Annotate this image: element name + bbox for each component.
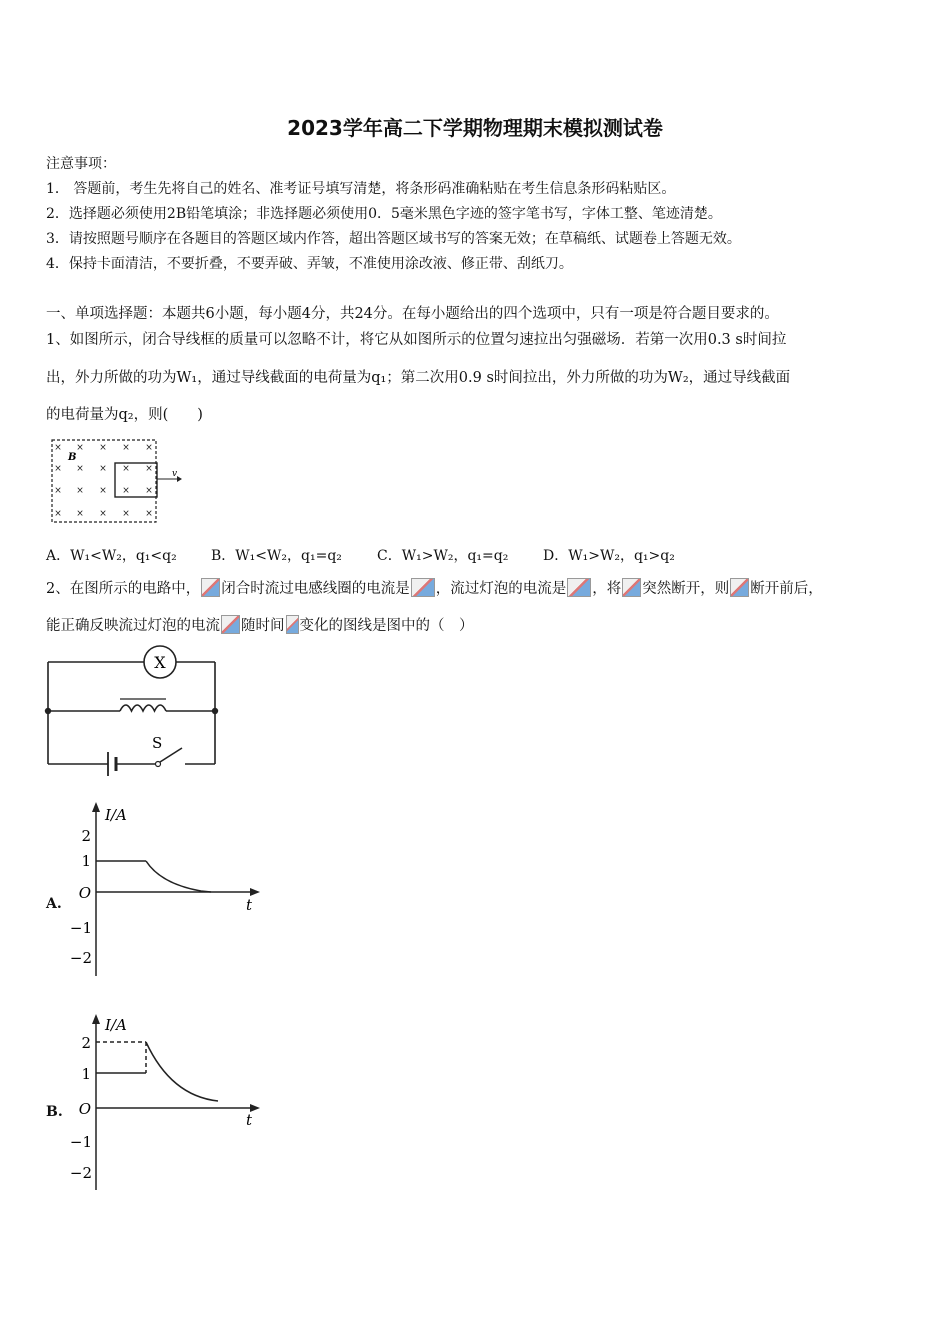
q2-text: 变化的图线是图中的（ ） [299, 618, 474, 634]
q2-text-line2 [46, 614, 474, 635]
svg-text:×: × [145, 509, 153, 519]
broken-image-icon [730, 578, 749, 597]
tick-neg1: −1 [69, 919, 92, 937]
section-heading: 一、单项选择题：本题共6小题，每小题4分，共24分。在每小题给出的四个选项中，只有一项是符合题目要求的。 [46, 306, 779, 322]
q2-text: 闭合时流过电感线圈的电流是 [221, 581, 410, 597]
switch-label: S [152, 734, 163, 752]
svg-text:×: × [145, 486, 153, 496]
q2-text: ，将 [592, 581, 622, 597]
q2-text: 断开前后， [750, 581, 823, 597]
tick-neg2: −2 [69, 1164, 92, 1182]
svg-text:×: × [54, 509, 62, 519]
svg-text:×: × [145, 443, 153, 453]
notice-item: 3．请按照题号顺序在各题目的答题区域内作答，超出答题区域书写的答案无效；在草稿纸、试题卷上答题无效。 [46, 231, 741, 247]
page-title: 2023学年高二下学期物理期末模拟测试卷 [287, 116, 663, 140]
svg-text:×: × [76, 464, 84, 474]
q2-text: 2、在图所示的电路中， [46, 581, 201, 597]
origin-label: O [78, 884, 91, 902]
q1-option-d[interactable]: D．W₁>W₂，q₁>q₂ [543, 548, 675, 564]
tick-2: 2 [81, 827, 91, 845]
graph-a-label[interactable]: A. [46, 896, 62, 912]
broken-image-icon [221, 615, 240, 634]
graph-b-label[interactable]: B. [46, 1104, 63, 1120]
tick-neg1: −1 [69, 1133, 92, 1151]
svg-text:×: × [54, 486, 62, 496]
q2-text: 突然断开，则 [642, 581, 730, 597]
svg-text:×: × [99, 486, 107, 496]
svg-text:×: × [122, 486, 130, 496]
svg-text:×: × [54, 443, 62, 453]
broken-image-icon [201, 578, 220, 597]
notice-heading: 注意事项： [46, 156, 116, 172]
q1-magnetic-field-figure [46, 436, 186, 528]
svg-text:×: × [76, 443, 84, 453]
tick-1: 1 [81, 1065, 91, 1083]
y-axis-label: I/A [105, 806, 127, 824]
velocity-label: v [172, 469, 178, 479]
broken-image-icon [411, 578, 435, 597]
lamp-label: X [154, 653, 166, 672]
q1-text-line3: 的电荷量为q₂，则( ) [46, 407, 203, 423]
notice-item: 1． 答题前，考生先将自己的姓名、准考证号填写清楚，将条形码准确粘贴在考生信息条形码粘贴区。 [46, 181, 676, 197]
q1-option-b[interactable]: B．W₁<W₂，q₁=q₂ [211, 548, 342, 564]
graph-a[interactable] [66, 800, 266, 980]
svg-text:×: × [99, 509, 107, 519]
svg-text:×: × [145, 464, 153, 474]
svg-text:×: × [99, 464, 107, 474]
q2-text: ，流过灯泡的电流是 [435, 581, 567, 597]
q1-option-c[interactable]: C．W₁>W₂，q₁=q₂ [377, 548, 509, 564]
graph-b[interactable] [66, 1012, 266, 1194]
q2-text: 随时间 [241, 618, 285, 634]
notice-item: 4．保持卡面清洁，不要折叠，不要弄破、弄皱，不准使用涂改液、修正带、刮纸刀。 [46, 256, 573, 272]
tick-2: 2 [81, 1034, 91, 1052]
broken-image-icon [567, 578, 591, 597]
svg-text:×: × [76, 486, 84, 496]
tick-neg2: −2 [69, 949, 92, 967]
q1-option-a[interactable]: A．W₁<W₂，q₁<q₂ [46, 548, 177, 564]
q1-text-line1: 1、如图所示，闭合导线框的质量可以忽略不计，将它从如图所示的位置匀速拉出匀强磁场．若第一次用0.3 s时间拉 [46, 332, 787, 348]
svg-text:×: × [76, 509, 84, 519]
x-axis-label: t [246, 896, 253, 914]
origin-label: O [78, 1100, 91, 1118]
y-axis-label: I/A [105, 1016, 127, 1034]
svg-text:×: × [54, 464, 62, 474]
svg-text:×: × [122, 443, 130, 453]
x-axis-label: t [246, 1111, 253, 1129]
q2-circuit-diagram [40, 644, 230, 784]
svg-text:×: × [122, 509, 130, 519]
svg-text:×: × [99, 443, 107, 453]
field-label-b: B [68, 452, 77, 463]
q2-text-line1 [46, 577, 823, 598]
tick-1: 1 [81, 852, 91, 870]
inductor-coil [120, 705, 166, 711]
q1-text-line2: 出，外力所做的功为W₁，通过导线截面的电荷量为q₁；第二次用0.9 s时间拉出，外力所做的功为W₂，通过导线截面 [46, 370, 791, 386]
q2-text: 能正确反映流过灯泡的电流 [46, 618, 220, 634]
broken-image-icon [622, 578, 641, 597]
notice-item: 2．选择题必须使用2B铅笔填涂；非选择题必须使用0．5毫米黑色字迹的签字笔书写，字体工整、笔迹清楚。 [46, 206, 722, 222]
broken-image-icon [286, 615, 299, 634]
svg-text:×: × [122, 464, 130, 474]
